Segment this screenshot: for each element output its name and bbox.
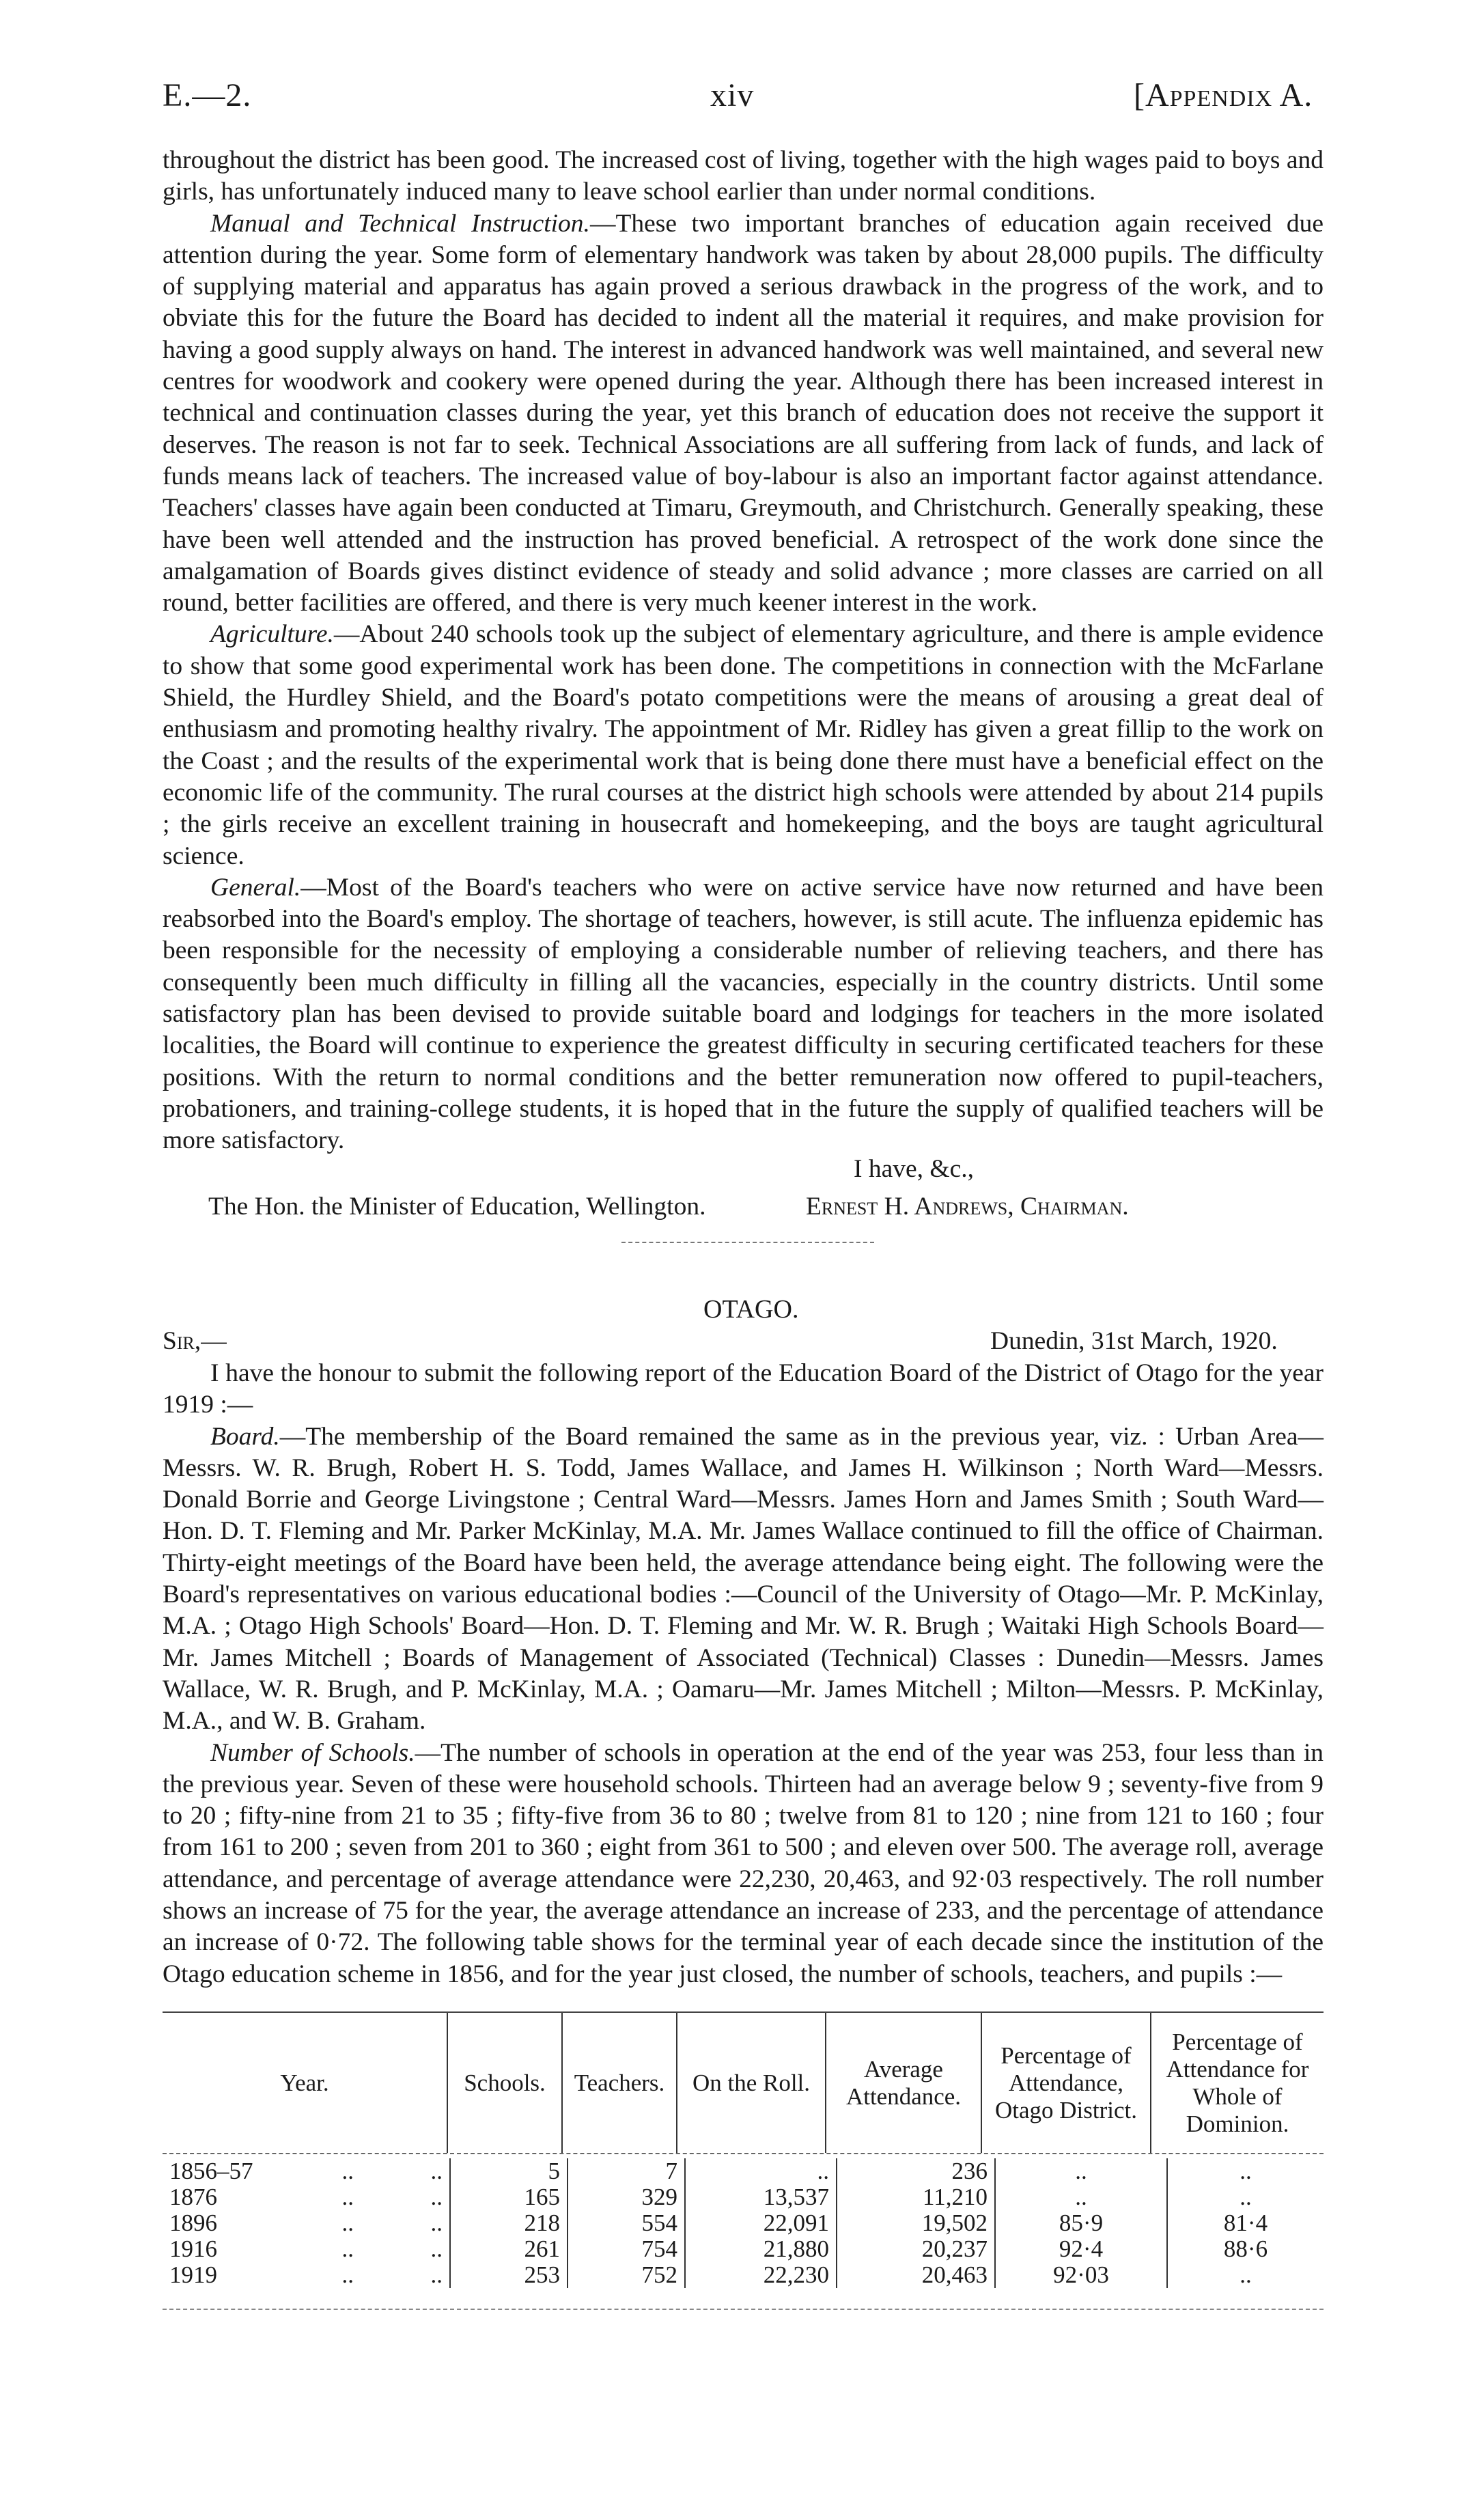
table-row xyxy=(163,2210,1324,2236)
cell-schools: 261 xyxy=(450,2236,568,2262)
cell-pct-otago: 85·9 xyxy=(995,2210,1167,2236)
cell-schools: 218 xyxy=(450,2210,568,2236)
cell-pct-otago: .. xyxy=(995,2184,1167,2210)
cell-roll: 21,880 xyxy=(685,2236,837,2262)
cell-pct-dominion: 88·6 xyxy=(1167,2236,1324,2262)
year-label: 1856–57 xyxy=(169,2158,253,2184)
paragraph-text: —The membership of the Board remained the same as in the previous year, viz. : Urban Area—Messrs. W. R. Brugh, Robert H. S. Todd, James Wallace, and James H. Wilkinson ; North Ward—Messrs. Donald Borrie and George Livingstone ; Central Ward—Messrs. James Horn and James Smith ; South Ward—Hon. D. T. Fleming and Mr. Parker McKinlay, M.A. Mr. James Wallace continued to fill the office of Chairman. Thirty-eight meetings of the Board have been held, the average attendance being eight. The following were the Board's representatives on various educational bodies :—Council of the University of Otago—Mr. P. McKinlay, M.A. ; Otago High Schools' Board—Hon. D. T. Fleming and Mr. W. R. Brugh ; Waitaki High Schools Board—Mr. James Mitchell ; Boards of Management of Associated (Technical) Classes : Dunedin—Messrs. James Wallace, W. R. Brugh, and P. McKinlay, M.A. ; Oamaru—Mr. James Mitchell ; Milton—Messrs. P. McKinlay, M.A., and W. B. Graham. xyxy=(163,1422,1324,1736)
cell-pct-dominion: .. xyxy=(1167,2184,1324,2210)
salutation: Sir,— xyxy=(163,1327,227,1355)
addressee: The Hon. the Minister of Education, Wellington. xyxy=(208,1193,706,1221)
year-label: 1916 xyxy=(169,2236,217,2262)
cell-roll: .. xyxy=(685,2158,837,2184)
cell-teachers: 329 xyxy=(568,2184,685,2210)
leader-dots: .. xyxy=(430,2210,443,2236)
paragraph-intro: I have the honour to submit the following report of the Education Board of the District of Otago for the year 1919 :— xyxy=(163,1359,1324,1419)
table-row xyxy=(163,2262,1324,2288)
col-teachers: Teachers. xyxy=(562,2013,677,2153)
place-date: Dunedin, 31st March, 1920. xyxy=(990,1327,1278,1355)
statistics-table-body xyxy=(163,2158,1324,2310)
header-page-number: xiv xyxy=(710,77,755,113)
paragraph-number-of-schools xyxy=(163,1738,1324,1990)
cell-teachers: 7 xyxy=(568,2158,685,2184)
year-label: 1919 xyxy=(169,2261,217,2288)
leader-dots: .. xyxy=(341,2236,354,2262)
cell-teachers: 754 xyxy=(568,2236,685,2262)
statistics-table-wrap xyxy=(163,2011,1324,2154)
section-divider xyxy=(621,1242,874,1243)
year-label: 1876 xyxy=(169,2184,217,2210)
col-year: Year. xyxy=(280,2069,329,2096)
leader-dots: .. xyxy=(430,2158,443,2184)
paragraph-board xyxy=(163,1421,1324,1738)
closing: I have, &c., xyxy=(854,1155,974,1183)
cell-average-attendance: 19,502 xyxy=(837,2210,995,2236)
header-page-ref: E.—2. xyxy=(163,77,252,113)
cell-pct-otago: 92·03 xyxy=(995,2262,1167,2288)
section-heading: Board. xyxy=(210,1422,280,1451)
leader-dots: .. xyxy=(341,2261,354,2288)
col-roll: On the Roll. xyxy=(677,2013,826,2153)
cell-roll: 22,230 xyxy=(685,2262,837,2288)
paragraph-agriculture xyxy=(163,619,1324,872)
cell-pct-otago: .. xyxy=(995,2158,1167,2184)
paragraph-text: —Most of the Board's teachers who were on active service have now returned and have been reabsorbed into the Board's employ. The shortage of teachers, however, is still acute. The influenza epidemic has been responsible for the necessity of employing a considerable number of relieving teachers, and there has consequently been much difficulty in filling all the vacancies, especially in the country districts. Until some satisfactory plan has been devised to provide suitable board and lodgings for teachers in the more isolated localities, the Board will continue to experience the greatest difficulty in securing certificated teachers for these positions. With the return to normal conditions and the better remuneration now offered to pupil-teachers, probationers, and training-college students, it is hoped that in the future the supply of qualified teachers will be more satisfactory. xyxy=(163,873,1324,1155)
table-row xyxy=(163,2158,1324,2184)
col-schools: Schools. xyxy=(447,2013,562,2153)
leader-dots: .. xyxy=(341,2184,354,2210)
cell-roll: 22,091 xyxy=(685,2210,837,2236)
section-heading: Number of Schools. xyxy=(210,1738,415,1767)
cell-schools: 165 xyxy=(450,2184,568,2210)
cell-year xyxy=(163,2184,450,2210)
leader-dots: .. xyxy=(341,2210,354,2236)
section-title: OTAGO. xyxy=(703,1295,799,1324)
cell-year xyxy=(163,2262,450,2288)
cell-average-attendance: 11,210 xyxy=(837,2184,995,2210)
otago-report xyxy=(163,1358,1324,1990)
cell-year xyxy=(163,2158,450,2184)
cell-teachers: 554 xyxy=(568,2210,685,2236)
paragraph-text: —These two important branches of education again received due attention during the year. Some form of elementary handwork was taken by about 28,000 pupils. The difficulty of supplying material and apparatus has again proved a serious drawback in the progress of the work, and to obviate this for the future the Board has decided to indent all the material it requires, and make provision for having a good supply always on hand. The interest in advanced handwork was well maintained, and several new centres for woodwork and cookery were opened during the year. Although there has been increased interest in technical and continuation classes during the year, yet this branch of education does not receive the support it deserves. The reason is not far to seek. Technical Associations are all suffering from lack of funds, and lack of funds means lack of teachers. The increased value of boy-labour is also an important factor against attendance. Teachers' classes have again been conducted at Timaru, Greymouth, and Christchurch. Generally speaking, these have been well attended and the instruction has proved beneficial. A retrospect of the work done since the amalgamation of Boards gives distinct evidence of steady and solid advance ; more classes are carried on all round, better facilities are offered, and there is very much keener interest in the work. xyxy=(163,209,1324,617)
leader-dots: .. xyxy=(341,2158,354,2184)
section-heading: Manual and Technical Instruction. xyxy=(210,209,590,238)
table-row xyxy=(163,2184,1324,2210)
col-pct-otago: Percentage of Attendance, Otago District. xyxy=(981,2013,1151,2153)
statistics-table xyxy=(163,2013,1324,2153)
cell-schools: 253 xyxy=(450,2262,568,2288)
year-label: 1896 xyxy=(169,2210,217,2236)
leader-dots: .. xyxy=(430,2236,443,2262)
signature: Ernest H. Andrews, Chairman. xyxy=(806,1193,1129,1221)
cell-average-attendance: 20,237 xyxy=(837,2236,995,2262)
cell-year xyxy=(163,2210,450,2236)
cell-pct-dominion: .. xyxy=(1167,2262,1324,2288)
cell-pct-dominion: .. xyxy=(1167,2158,1324,2184)
table-header-row xyxy=(163,2013,1324,2153)
cell-pct-otago: 92·4 xyxy=(995,2236,1167,2262)
section-heading: Agriculture. xyxy=(210,620,334,649)
header-appendix: [Appendix A. xyxy=(1134,77,1313,113)
paragraph-text: —About 240 schools took up the subject of elementary agriculture, and there is ample evidence to show that some good experimental work has been done. The competitions in connection with the McFarlane Shield, the Hurdley Shield, and the Board's potato competitions were the means of arousing a great deal of enthusiasm and promoting healthy rivalry. The appointment of Mr. Ridley has given a great fillip to the work on the Coast ; and the results of the experimental work that is being done there must have a beneficial effect on the economic life of the community. The rural courses at the district high schools were attended by about 214 pupils ; the girls receive an excellent training in housecraft and homekeeping, and the boys are taught agricultural science. xyxy=(163,620,1324,870)
paragraph-text: —The number of schools in operation at the end of the year was 253, four less than in the previous year. Seven of these were household schools. Thirteen had an average below 9 ; seventy-five from 9 to 20 ; fifty-nine from 21 to 35 ; fifty-five from 36 to 80 ; twelve from 81 to 120 ; nine from 121 to 160 ; four from 161 to 200 ; seven from 201 to 360 ; eight from 361 to 500 ; and eleven over 500. The average roll, average attendance, and percentage of average attendance were 22,230, 20,463, and 92·03 respectively. The roll number shows an increase of 75 for the year, the average attendance an increase of 233, and the percentage of attendance an increase of 0·72. The following table shows for the terminal year of each decade since the institution of the Otago education scheme in 1856, and for the year just closed, the number of schools, teachers, and pupils :— xyxy=(163,1738,1324,1988)
col-pct-dominion: Percentage of Attendance for Whole of Dominion. xyxy=(1151,2013,1324,2153)
col-average-attendance: Average Attendance. xyxy=(826,2013,981,2153)
table-body xyxy=(163,2158,1324,2288)
section-heading: General. xyxy=(210,873,301,902)
cell-roll: 13,537 xyxy=(685,2184,837,2210)
paragraph: throughout the district has been good. The increased cost of living, together with the high wages paid to boys and girls, has unfortunately induced many to leave school earlier than under normal conditions. xyxy=(163,146,1324,206)
canterbury-report xyxy=(163,145,1324,1157)
paragraph-manual-technical xyxy=(163,208,1324,619)
cell-schools: 5 xyxy=(450,2158,568,2184)
cell-average-attendance: 20,463 xyxy=(837,2262,995,2288)
leader-dots: .. xyxy=(430,2261,443,2288)
cell-average-attendance: 236 xyxy=(837,2158,995,2184)
cell-teachers: 752 xyxy=(568,2262,685,2288)
cell-year xyxy=(163,2236,450,2262)
leader-dots: .. xyxy=(430,2184,443,2210)
paragraph-general xyxy=(163,872,1324,1157)
table-row xyxy=(163,2236,1324,2262)
cell-pct-dominion: 81·4 xyxy=(1167,2210,1324,2236)
